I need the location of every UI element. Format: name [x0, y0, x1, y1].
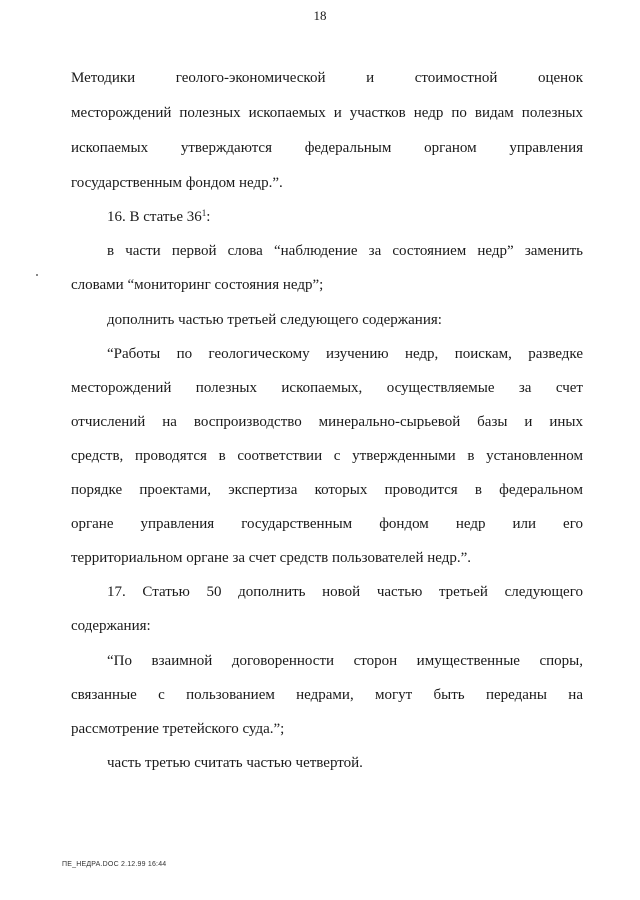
paragraph-line: содержания: [71, 618, 151, 634]
paragraph-line: связанные с пользованием недрами, могут быть переданы на [71, 687, 583, 703]
paragraph-line: ископаемых утверждаются федеральным органом управления [71, 140, 583, 156]
paragraph-line: органе управления государственным фондом недр или его [71, 516, 583, 532]
paragraph-line: в части первой слова “наблюдение за состоянием недр” заменить [107, 243, 583, 259]
paragraph-line: дополнить частью третьей следующего содержания: [107, 312, 442, 328]
paragraph-line: рассмотрение третейского суда.”; [71, 721, 285, 737]
paragraph-line: “Работы по геологическому изучению недр, поискам, разведке [107, 346, 583, 362]
paragraph-line: словами “мониторинг состояния недр”; [71, 277, 324, 293]
paragraph-line: отчислений на воспроизводство минерально-сырьевой базы и иных [71, 414, 583, 430]
paragraph-line: месторождений полезных ископаемых, осуществляемые за счет [71, 380, 583, 396]
item-16-heading [107, 207, 210, 227]
paragraph-line: порядке проектами, экспертиза которых проводится в федеральном [71, 482, 583, 498]
page-number: 18 [313, 8, 327, 23]
paragraph-line: территориальном органе за счет средств пользователей недр.”. [71, 550, 472, 566]
file-footer: ПЕ_НЕДРА.DOC 2.12.99 16:44 [62, 861, 167, 868]
item-16-heading-text: 16. В статье 36 [107, 209, 202, 225]
paragraph-line: средств, проводятся в соответствии с утвержденными в установленном [71, 448, 583, 464]
superscript: 1 [201, 208, 207, 218]
scan-mark [36, 274, 38, 276]
paragraph-line: государственным фондом недр.”. [71, 175, 283, 191]
paragraph-line: “По взаимной договоренности сторон имущественные споры, [107, 653, 583, 669]
paragraph-line: часть третью считать частью четвертой. [107, 755, 363, 771]
paragraph-line: Методики геолого-экономической и стоимостной оценок [71, 70, 583, 86]
paragraph-line: месторождений полезных ископаемых и участков недр по видам полезных [71, 105, 583, 121]
item-16-heading-colon: : [206, 209, 211, 225]
paragraph-line: 17. Статью 50 дополнить новой частью третьей следующего [107, 584, 583, 600]
